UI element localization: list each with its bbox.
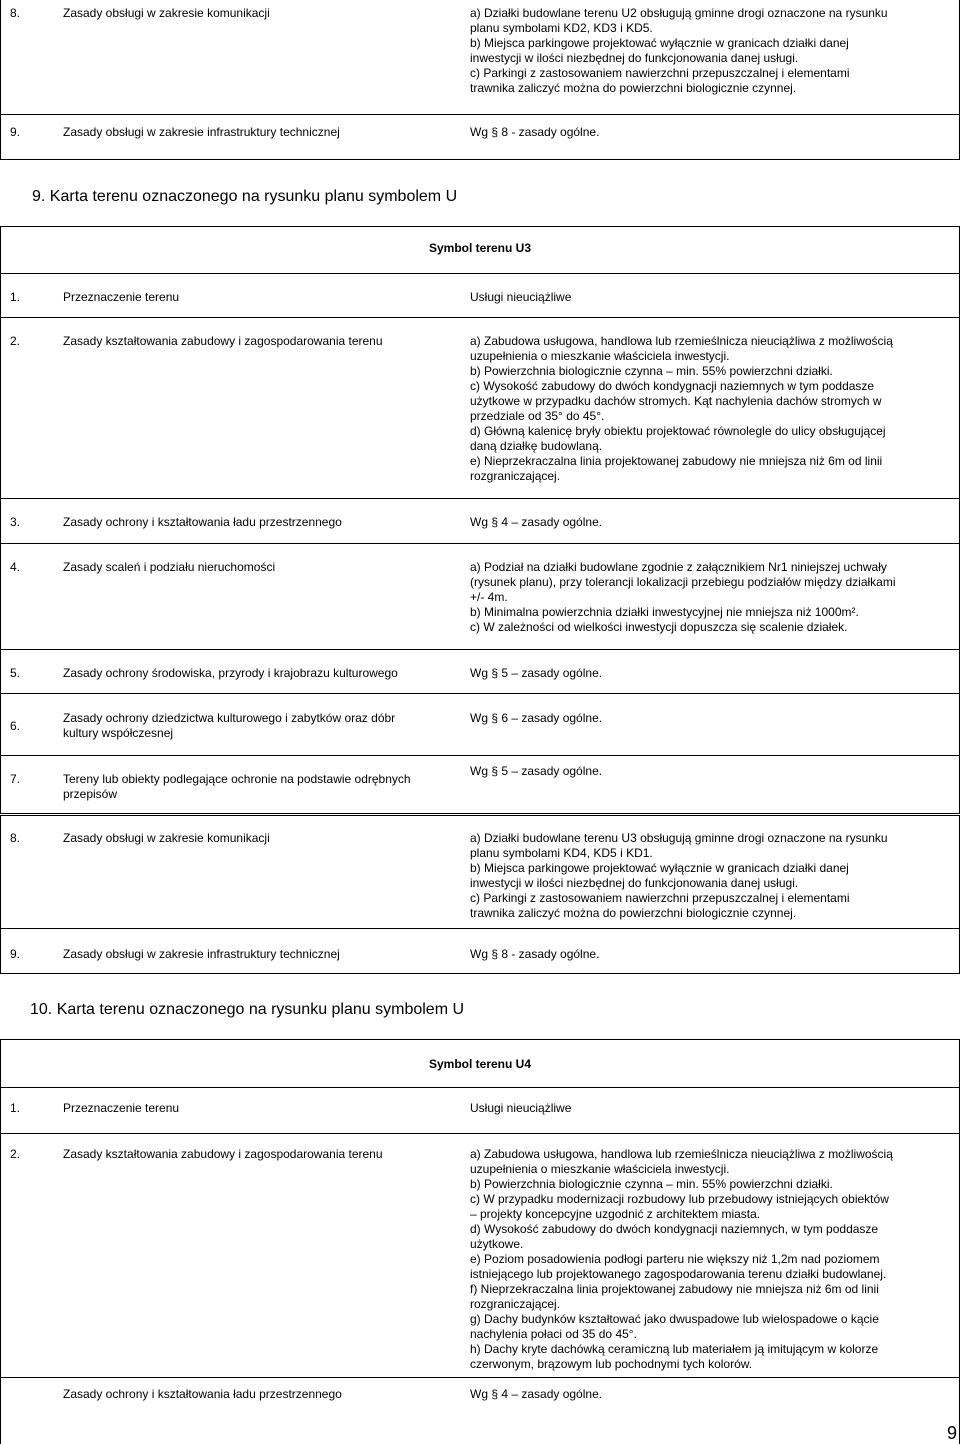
- row-value: Wg § 8 - zasady ogólne.: [470, 947, 600, 961]
- row-value: a) Zabudowa usługowa, handlowa lub rzemieślnicza nieuciążliwa z możliwością uzupełnienia o mieszkanie właściciela inwestycji. b) Powierzchnia biologicznie czynna – min. 55% powierzchni działki. c) Wysokość zabudowy do dwóch kondygnacji naziemnych w tym poddasze użytkowe w przypadku dachów stromych. Kąt nachylenia dachów stromych w przedziale od 35° do 45°. d) Główną kalenicę bryły obiektu projektować równolegle do ulicy obsługującej daną działkę budowlaną. e) Nieprzekraczalna linia projektowanej zabudowy nie mniejsza niż 6m od linii rozgraniczającej.: [470, 334, 893, 483]
- row-label: Zasady kształtowania zabudowy i zagospodarowania terenu: [63, 334, 383, 348]
- symbol-header: Symbol terenu U3: [428, 241, 532, 255]
- row-number: 2.: [10, 1147, 21, 1161]
- row-value: Wg § 6 – zasady ogólne.: [470, 711, 603, 725]
- row-value: Usługi nieuciążliwe: [470, 1101, 572, 1115]
- row-label: Tereny lub obiekty podlegające ochronie na podstawie odrębnych przepisów: [63, 772, 411, 801]
- row-label: Zasady ochrony i kształtowania ładu przestrzennego: [63, 515, 342, 529]
- table-row: [1, 498, 959, 529]
- row-number: 8.: [10, 831, 21, 845]
- row-number: 9.: [10, 947, 21, 961]
- table-row: [1, 1133, 959, 1371]
- row-label: Zasady scaleń i podziału nieruchomości: [63, 560, 276, 574]
- row-label: Zasady ochrony i kształtowania ładu przestrzennego: [63, 1387, 342, 1401]
- row-label: Zasady obsługi w zakresie infrastruktury technicznej: [63, 125, 340, 139]
- table-row: [1, 1087, 959, 1115]
- row-number: 6.: [10, 719, 21, 733]
- row-value: Usługi nieuciążliwe: [470, 290, 572, 304]
- row-value: a) Zabudowa usługowa, handlowa lub rzemieślnicza nieuciążliwa z możliwością uzupełnienia o mieszkanie właściciela inwestycji. b) Powierzchnia biologicznie czynna – min. 55% powierzchni działki. c) W przypadku modernizacji rozbudowy lub przebudowy istniejących obiektów – projekty koncepcyjne uzgodnić z architektem miasta. d) Wysokość zabudowy do dwóch kondygnacji naziemnych, w tym poddasze użytkowe. e) Poziom posadowienia podłogi parteru nie większy niż 1,2m nad poziomem istniejącego lub projektowanego zagospodarowania terenu działki budowlanej. f) Nieprzekraczalna linia projektowanej zabudowy nie mniejsza niż 6m od linii rozgraniczającej. g) Dachy budynków kształtować jako dwuspadowe lub wielospadowe o kącie nachylenia połaci od 35 do 45°. h) Dachy kryte dachówką ceramiczną lub materiałem ją imitującym w kolorze czerwonym, brązowym lub pochodnymi tych kolorów.: [470, 1147, 893, 1371]
- row-value: a) Podział na działki budowlane zgodnie z załącznikiem Nr1 niniejszej uchwały (rysunek planu), przy tolerancji lokalizacji przebiegu podziałów między działkami +/- 4m. b) Minimalna powierzchnia działki inwestycyjnej nie mniejsza niż 1000m². c) W zależności od wielkości inwestycji dopuszcza się scalenie działek.: [470, 560, 896, 634]
- table-row: [1, 1377, 959, 1444]
- section-heading: 10. Karta terenu oznaczonego na rysunku planu symbolem U: [30, 1001, 465, 1018]
- table-row: [1, 543, 959, 634]
- row-value: a) Działki budowlane terenu U2 obsługują gminne drogi oznaczone na rysunku planu symbolami KD2, KD3 i KD5. b) Miejsca parkingowe projektować wyłącznie w granicach działki danej inwestycji w ilości niezbędnej do funkcjonowania danej usługi. c) Parkingi z zastosowaniem nawierzchni przepuszczalnej i elementami trawnika zaliczyć można do powierzchni biologicznie czynnej.: [470, 6, 888, 95]
- table-row: [1, 755, 959, 801]
- u4-table: [0, 1039, 960, 1444]
- row-number: 7.: [10, 772, 21, 786]
- u3-table-continued: [0, 815, 960, 974]
- row-label: Przeznaczenie terenu: [63, 1101, 180, 1115]
- u3-table: [0, 226, 960, 814]
- row-number: 9.: [10, 125, 21, 139]
- table-row: [1, 928, 959, 974]
- row-label: Przeznaczenie terenu: [63, 290, 180, 304]
- page-number: 9: [947, 1423, 958, 1443]
- row-label: Zasady kształtowania zabudowy i zagospodarowania terenu: [63, 1147, 383, 1161]
- table-row: [1, 273, 959, 304]
- row-number: 3.: [10, 515, 21, 529]
- row-value: Wg § 5 – zasady ogólne.: [470, 764, 603, 778]
- row-label: Zasady obsługi w zakresie komunikacji: [63, 831, 270, 845]
- table-row: [1, 114, 959, 160]
- row-number: 1.: [10, 290, 21, 304]
- row-number: 8.: [10, 6, 21, 20]
- table-row: [1, 649, 959, 680]
- table-row: [1, 693, 959, 740]
- row-label: Zasady ochrony dziedzictwa kulturowego i zabytków oraz dóbr kultury współczesnej: [63, 711, 396, 740]
- row-value: Wg § 4 – zasady ogólne.: [470, 1387, 603, 1401]
- symbol-header: Symbol terenu U4: [428, 1057, 532, 1071]
- table-row: [1, 317, 959, 483]
- section-heading: 9. Karta terenu oznaczonego na rysunku planu symbolem U: [32, 188, 458, 205]
- row-label: Zasady obsługi w zakresie komunikacji: [63, 6, 270, 20]
- top-table: [0, 0, 960, 160]
- row-value: Wg § 8 - zasady ogólne.: [470, 125, 600, 139]
- row-label: Zasady obsługi w zakresie infrastruktury technicznej: [63, 947, 340, 961]
- row-label: Zasady ochrony środowiska, przyrody i krajobrazu kulturowego: [63, 666, 398, 680]
- row-value: a) Działki budowlane terenu U3 obsługują gminne drogi oznaczone na rysunku planu symbolami KD4, KD5 i KD1. b) Miejsca parkingowe projektować wyłącznie w granicach działki danej inwestycji w ilości niezbędnej do funkcjonowania danej usługi. c) Parkingi z zastosowaniem nawierzchni przepuszczalnej i elementami trawnika zaliczyć można do powierzchni biologicznie czynnej.: [470, 831, 888, 920]
- row-number: 5.: [10, 666, 21, 680]
- row-number: 2.: [10, 334, 21, 348]
- row-value: Wg § 4 – zasady ogólne.: [470, 515, 603, 529]
- row-number: 1.: [10, 1101, 21, 1115]
- row-number: 4.: [10, 560, 21, 574]
- row-value: Wg § 5 – zasady ogólne.: [470, 666, 603, 680]
